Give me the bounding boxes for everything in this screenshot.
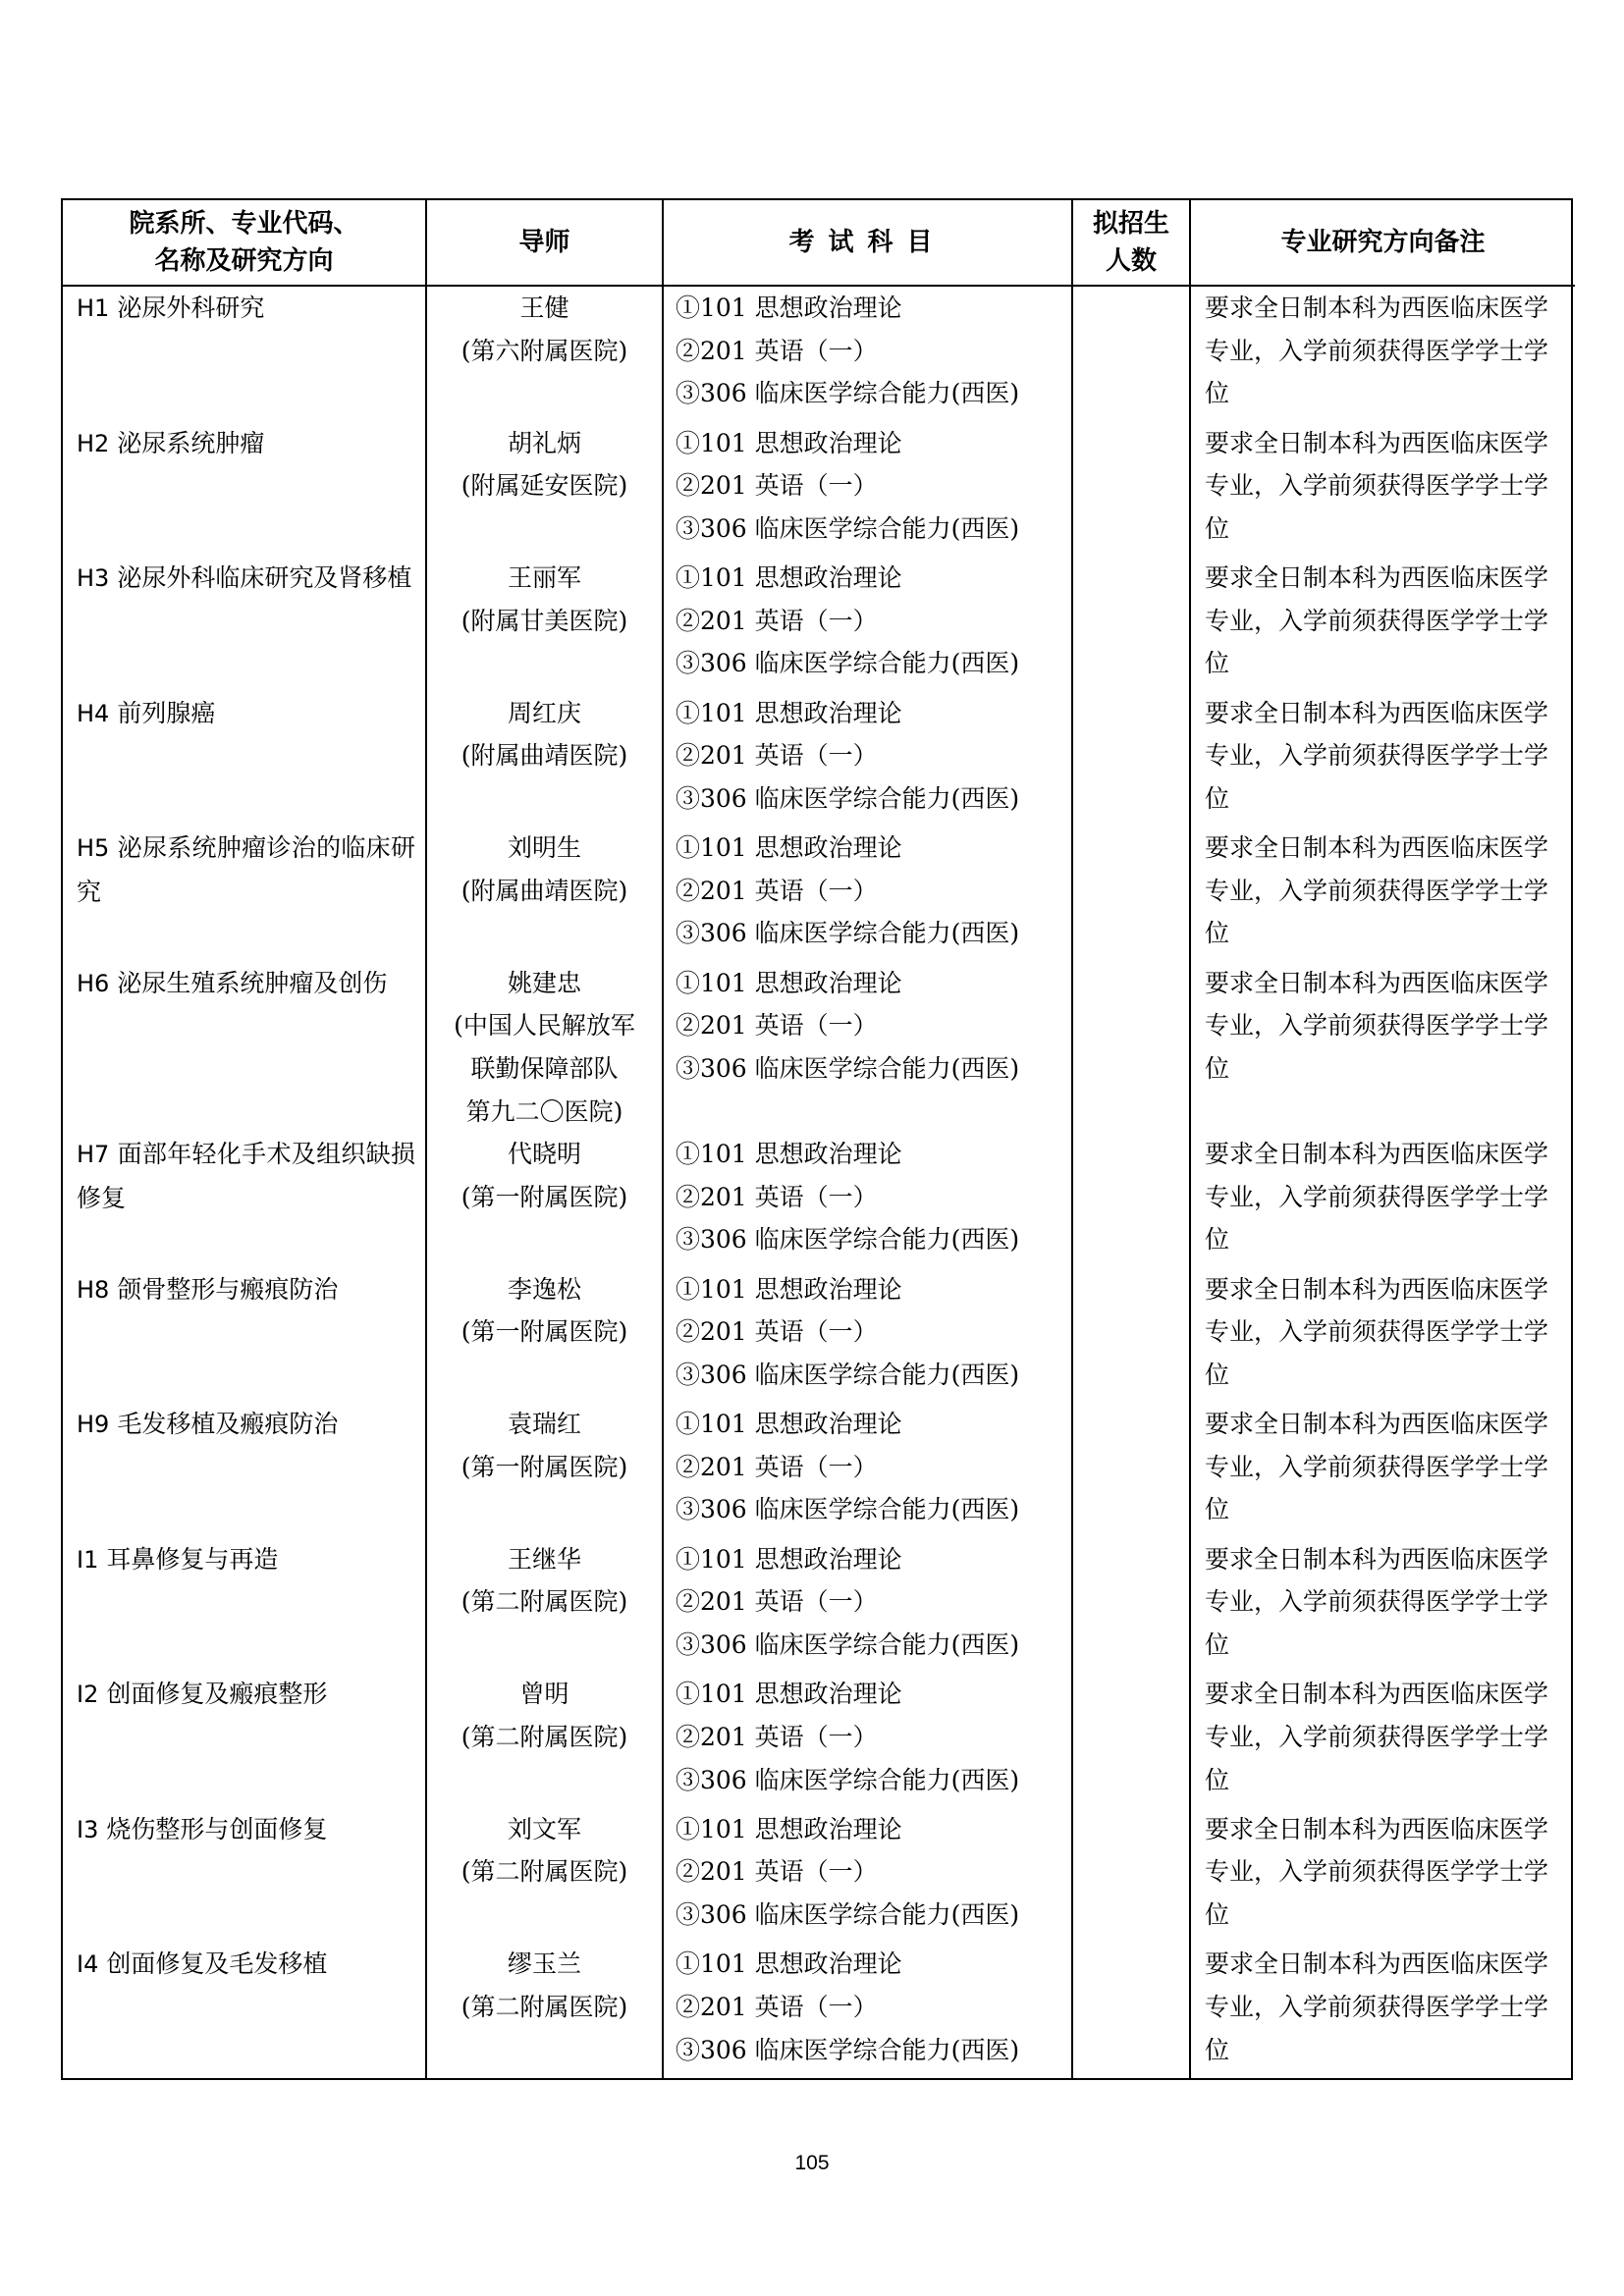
supervisor-name: 王继华 <box>507 1544 581 1574</box>
header-dept-line1: 院系所、专业代码、 <box>129 209 359 239</box>
exam-subject-english: ②201 英语（一） <box>676 1011 878 1041</box>
subjects-cell <box>663 1943 1072 2078</box>
header-dept-line2: 名称及研究方向 <box>154 246 334 276</box>
direction-name: 前列腺癌 <box>117 698 216 727</box>
header-quota-line1: 拟招生 <box>1092 209 1169 239</box>
supervisor-affiliation: (第一附属医院) <box>460 1452 628 1481</box>
exam-subject-politics: ①101 思想政治理论 <box>676 698 902 727</box>
header-quota-line2: 人数 <box>1105 246 1157 276</box>
exam-subject-politics: ①101 思想政治理论 <box>676 1814 902 1843</box>
direction-name: 耳鼻修复与再造 <box>106 1544 279 1574</box>
supervisor-cell <box>426 1673 663 1808</box>
table-row <box>63 1943 1575 2078</box>
direction-code: I1 <box>77 1545 99 1574</box>
exam-subject-english: ②201 英语（一） <box>676 1452 878 1481</box>
supervisor-cell <box>426 1943 663 2078</box>
direction-cell <box>63 422 426 558</box>
exam-subject-politics: ①101 思想政治理论 <box>676 428 902 457</box>
exam-subject-clinical: ③306 临床医学综合能力(西医) <box>676 649 1020 678</box>
supervisor-cell <box>426 557 663 692</box>
exam-subject-politics: ①101 思想政治理论 <box>676 1680 902 1709</box>
direction-name: 泌尿外科临床研究及肾移植 <box>117 563 412 593</box>
quota-cell <box>1072 1133 1190 1268</box>
supervisor-affiliation-line: 联勤保障部队 <box>470 1053 619 1083</box>
notes-cell: 要求全日制本科为西医临床医学专业，入学前须获得医学学士学位 <box>1190 1943 1575 2078</box>
exam-subject-clinical: ③306 临床医学综合能力(西医) <box>676 1900 1020 1930</box>
exam-subject-clinical: ③306 临床医学综合能力(西医) <box>676 1765 1020 1794</box>
direction-name: 泌尿系统肿瘤诊治的临床研究 <box>77 833 415 906</box>
exam-subject-clinical: ③306 临床医学综合能力(西医) <box>676 1225 1020 1255</box>
direction-cell <box>63 1538 426 1674</box>
direction-code: H5 <box>77 834 110 863</box>
exam-subject-clinical: ③306 临床医学综合能力(西医) <box>676 513 1020 543</box>
direction-cell <box>63 827 426 962</box>
exam-subject-clinical: ③306 临床医学综合能力(西医) <box>676 783 1020 813</box>
supervisor-name: 袁瑞红 <box>507 1410 581 1439</box>
exam-subject-politics: ①101 思想政治理论 <box>676 1949 902 1979</box>
supervisor-affiliation: (第二附属医院) <box>460 1857 628 1887</box>
direction-cell <box>63 1673 426 1808</box>
table-row <box>63 1538 1575 1674</box>
table-row <box>63 1673 1575 1808</box>
supervisor-name: 刘文军 <box>507 1814 581 1843</box>
supervisor-cell <box>426 1538 663 1674</box>
direction-cell <box>63 1943 426 2078</box>
exam-subject-english: ②201 英语（一） <box>676 1587 878 1617</box>
supervisor-affiliation: (第一附属医院) <box>460 1317 628 1347</box>
table-body <box>63 286 1575 2078</box>
exam-subject-politics: ①101 思想政治理论 <box>676 833 902 863</box>
supervisor-cell <box>426 962 663 1133</box>
direction-code: I2 <box>77 1681 99 1709</box>
direction-cell <box>63 1268 426 1404</box>
subjects-cell <box>663 1538 1072 1674</box>
subjects-cell <box>663 1403 1072 1538</box>
header-subjects: 考试科目 <box>663 200 1072 286</box>
table-row <box>63 692 1575 828</box>
exam-subject-politics: ①101 思想政治理论 <box>676 294 902 322</box>
notes-cell: 要求全日制本科为西医临床医学专业，入学前须获得医学学士学位 <box>1190 1403 1575 1538</box>
exam-subject-english: ②201 英语（一） <box>676 1722 878 1751</box>
exam-subject-politics: ①101 思想政治理论 <box>676 1544 902 1574</box>
quota-cell <box>1072 557 1190 692</box>
direction-cell <box>63 286 426 422</box>
subjects-cell <box>663 962 1072 1133</box>
supervisor-affiliation: (附属延安医院) <box>460 471 628 501</box>
notes-cell: 要求全日制本科为西医临床医学专业，入学前须获得医学学士学位 <box>1190 1808 1575 1944</box>
direction-code: I3 <box>77 1815 99 1843</box>
exam-subject-politics: ①101 思想政治理论 <box>676 1410 902 1439</box>
supervisor-name: 胡礼炳 <box>507 428 581 457</box>
table-row <box>63 1403 1575 1538</box>
notes-cell: 要求全日制本科为西医临床医学专业，入学前须获得医学学士学位 <box>1190 1133 1575 1268</box>
exam-subject-clinical: ③306 临床医学综合能力(西医) <box>676 1495 1020 1524</box>
exam-subject-english: ②201 英语（一） <box>676 1182 878 1211</box>
table-row <box>63 286 1575 422</box>
supervisor-name: 缪玉兰 <box>507 1949 581 1979</box>
supervisor-affiliation: (第六附属医院) <box>460 336 628 365</box>
quota-cell <box>1072 1403 1190 1538</box>
direction-name: 创面修复及瘢痕整形 <box>106 1680 328 1709</box>
supervisor-affiliation: (第一附属医院) <box>460 1182 628 1211</box>
table-row <box>63 557 1575 692</box>
subjects-cell <box>663 1268 1072 1404</box>
supervisor-affiliation: (第二附属医院) <box>460 1993 628 2022</box>
table-row <box>63 962 1575 1133</box>
direction-name: 毛发移植及瘢痕防治 <box>117 1410 339 1439</box>
direction-cell <box>63 1403 426 1538</box>
notes-cell: 要求全日制本科为西医临床医学专业，入学前须获得医学学士学位 <box>1190 962 1575 1133</box>
direction-cell <box>63 1133 426 1268</box>
exam-subject-english: ②201 英语（一） <box>676 741 878 771</box>
direction-name: 泌尿系统肿瘤 <box>117 428 265 457</box>
supervisor-name: 周红庆 <box>507 698 581 727</box>
supervisor-name: 刘明生 <box>507 833 581 863</box>
supervisor-affiliation <box>427 1004 662 1133</box>
direction-name: 烧伤整形与创面修复 <box>106 1814 328 1843</box>
table-row <box>63 827 1575 962</box>
notes-cell: 要求全日制本科为西医临床医学专业，入学前须获得医学学士学位 <box>1190 286 1575 422</box>
supervisor-cell <box>426 827 663 962</box>
supervisor-name: 王健 <box>519 294 569 322</box>
direction-code: H2 <box>77 429 110 457</box>
direction-name: 泌尿生殖系统肿瘤及创伤 <box>117 968 388 997</box>
enrollment-catalog-table <box>61 198 1573 2080</box>
supervisor-cell <box>426 692 663 828</box>
supervisor-affiliation: (附属曲靖医院) <box>460 741 628 771</box>
header-notes: 专业研究方向备注 <box>1190 200 1575 286</box>
supervisor-cell <box>426 1403 663 1538</box>
quota-cell <box>1072 1268 1190 1404</box>
supervisor-cell <box>426 422 663 558</box>
exam-subject-english: ②201 英语（一） <box>676 336 878 365</box>
direction-code: H4 <box>77 699 110 727</box>
direction-name: 面部年轻化手术及组织缺损修复 <box>77 1140 415 1212</box>
direction-code: H6 <box>77 969 110 997</box>
exam-subject-english: ②201 英语（一） <box>676 1993 878 2022</box>
direction-code: I4 <box>77 1950 99 1979</box>
header-supervisor: 导师 <box>426 200 663 286</box>
supervisor-affiliation: (第二附属医院) <box>460 1587 628 1617</box>
exam-subject-english: ②201 英语（一） <box>676 471 878 501</box>
notes-cell: 要求全日制本科为西医临床医学专业，入学前须获得医学学士学位 <box>1190 827 1575 962</box>
table-row <box>63 1808 1575 1944</box>
subjects-cell <box>663 422 1072 558</box>
exam-subject-english: ②201 英语（一） <box>676 1857 878 1887</box>
quota-cell <box>1072 962 1190 1133</box>
direction-code: H8 <box>77 1275 110 1304</box>
direction-code: H3 <box>77 564 110 593</box>
header-dept <box>63 200 426 286</box>
notes-cell: 要求全日制本科为西医临床医学专业，入学前须获得医学学士学位 <box>1190 557 1575 692</box>
notes-cell: 要求全日制本科为西医临床医学专业，入学前须获得医学学士学位 <box>1190 422 1575 558</box>
notes-cell: 要求全日制本科为西医临床医学专业，入学前须获得医学学士学位 <box>1190 1538 1575 1674</box>
subjects-cell <box>663 286 1072 422</box>
table-row <box>63 1133 1575 1268</box>
exam-subject-clinical: ③306 临床医学综合能力(西医) <box>676 1053 1020 1083</box>
table-row <box>63 422 1575 558</box>
exam-subject-clinical: ③306 临床医学综合能力(西医) <box>676 1360 1020 1389</box>
quota-cell <box>1072 1538 1190 1674</box>
supervisor-cell <box>426 286 663 422</box>
supervisor-name: 姚建忠 <box>507 968 581 997</box>
exam-subject-politics: ①101 思想政治理论 <box>676 968 902 997</box>
exam-subject-english: ②201 英语（一） <box>676 876 878 905</box>
quota-cell <box>1072 1808 1190 1944</box>
subjects-cell <box>663 1808 1072 1944</box>
direction-cell <box>63 692 426 828</box>
subjects-cell <box>663 827 1072 962</box>
direction-name: 泌尿外科研究 <box>117 294 265 322</box>
supervisor-name: 曾明 <box>519 1680 569 1709</box>
supervisor-cell <box>426 1133 663 1268</box>
direction-cell <box>63 962 426 1133</box>
exam-subject-clinical: ③306 临床医学综合能力(西医) <box>676 1629 1020 1659</box>
exam-subject-clinical: ③306 临床医学综合能力(西医) <box>676 2035 1020 2064</box>
header-quota <box>1072 200 1190 286</box>
quota-cell <box>1072 1673 1190 1808</box>
catalog-table <box>63 200 1575 2078</box>
direction-cell <box>63 1808 426 1944</box>
direction-cell <box>63 557 426 692</box>
notes-cell: 要求全日制本科为西医临床医学专业，入学前须获得医学学士学位 <box>1190 692 1575 828</box>
supervisor-name: 李逸松 <box>507 1274 581 1304</box>
supervisor-affiliation: (附属甘美医院) <box>460 606 628 635</box>
supervisor-name: 代晓明 <box>507 1140 581 1169</box>
supervisor-cell <box>426 1268 663 1404</box>
exam-subject-politics: ①101 思想政治理论 <box>676 1274 902 1304</box>
supervisor-affiliation-line: (中国人民解放军 <box>454 1011 635 1041</box>
supervisor-affiliation: (附属曲靖医院) <box>460 876 628 905</box>
page-number: 105 <box>794 2152 830 2174</box>
subjects-cell <box>663 1673 1072 1808</box>
quota-cell <box>1072 827 1190 962</box>
subjects-cell <box>663 692 1072 828</box>
exam-subject-english: ②201 英语（一） <box>676 606 878 635</box>
exam-subject-clinical: ③306 临床医学综合能力(西医) <box>676 379 1020 408</box>
notes-cell: 要求全日制本科为西医临床医学专业，入学前须获得医学学士学位 <box>1190 1268 1575 1404</box>
notes-cell: 要求全日制本科为西医临床医学专业，入学前须获得医学学士学位 <box>1190 1673 1575 1808</box>
supervisor-cell <box>426 1808 663 1944</box>
direction-name: 创面修复及毛发移植 <box>106 1949 328 1979</box>
direction-code: H1 <box>77 294 110 322</box>
supervisor-name: 王丽军 <box>507 563 581 593</box>
exam-subject-politics: ①101 思想政治理论 <box>676 563 902 593</box>
quota-cell <box>1072 1943 1190 2078</box>
header-row <box>63 200 1575 286</box>
quota-cell <box>1072 692 1190 828</box>
exam-subject-english: ②201 英语（一） <box>676 1317 878 1347</box>
direction-name: 颌骨整形与瘢痕防治 <box>117 1274 339 1304</box>
supervisor-affiliation: (第二附属医院) <box>460 1722 628 1751</box>
subjects-cell <box>663 557 1072 692</box>
supervisor-affiliation-line: 第九二〇医院) <box>465 1096 623 1126</box>
exam-subject-politics: ①101 思想政治理论 <box>676 1140 902 1169</box>
quota-cell <box>1072 422 1190 558</box>
direction-code: H7 <box>77 1141 110 1169</box>
exam-subject-clinical: ③306 临床医学综合能力(西医) <box>676 919 1020 948</box>
subjects-cell <box>663 1133 1072 1268</box>
direction-code: H9 <box>77 1411 110 1439</box>
quota-cell <box>1072 286 1190 422</box>
table-row <box>63 1268 1575 1404</box>
